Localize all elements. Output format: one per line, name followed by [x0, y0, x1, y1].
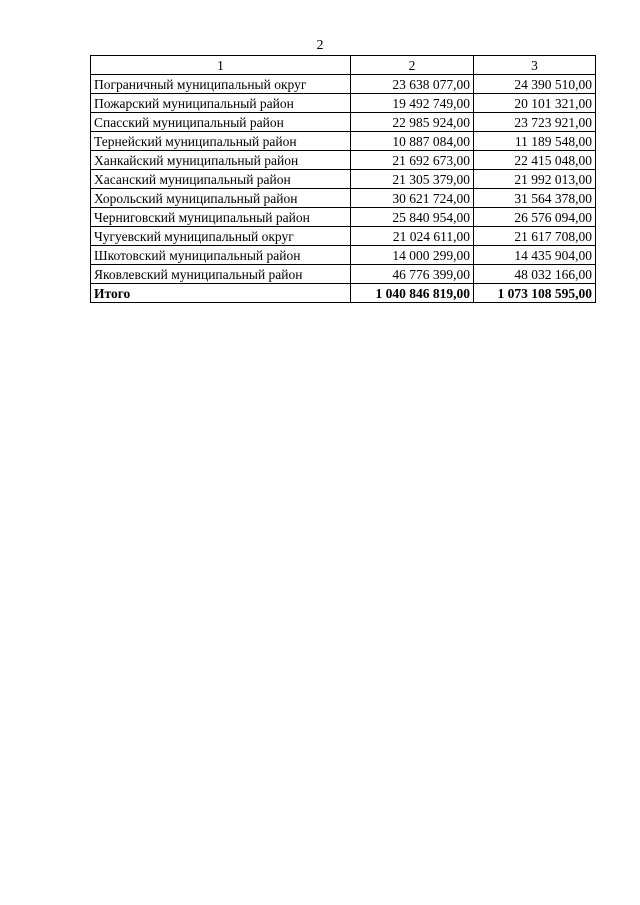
- value-col-2: 21 305 379,00: [351, 170, 474, 189]
- value-col-2: 10 887 084,00: [351, 132, 474, 151]
- value-col-3: 23 723 921,00: [474, 113, 596, 132]
- data-table: [90, 55, 596, 303]
- table-row: [91, 189, 596, 208]
- table-row: [91, 227, 596, 246]
- table-row: [91, 246, 596, 265]
- table-row: [91, 132, 596, 151]
- table-row: [91, 170, 596, 189]
- value-col-3: 26 576 094,00: [474, 208, 596, 227]
- value-col-2: 30 621 724,00: [351, 189, 474, 208]
- total-row: [91, 284, 596, 303]
- district-name: Тернейский муниципальный район: [91, 132, 351, 151]
- value-col-3: 21 617 708,00: [474, 227, 596, 246]
- district-name: Черниговский муниципальный район: [91, 208, 351, 227]
- total-label: Итого: [91, 284, 351, 303]
- page-number: 2: [316, 38, 324, 53]
- district-name: Пожарский муниципальный район: [91, 94, 351, 113]
- district-name: Яковлевский муниципальный район: [91, 265, 351, 284]
- value-col-2: 21 024 611,00: [351, 227, 474, 246]
- value-col-2: 23 638 077,00: [351, 75, 474, 94]
- table-row: [91, 94, 596, 113]
- column-header-1: 1: [91, 56, 351, 75]
- value-col-3: 24 390 510,00: [474, 75, 596, 94]
- district-name: Хорольский муниципальный район: [91, 189, 351, 208]
- value-col-2: 25 840 954,00: [351, 208, 474, 227]
- value-col-3: 48 032 166,00: [474, 265, 596, 284]
- value-col-2: 46 776 399,00: [351, 265, 474, 284]
- district-name: Хасанский муниципальный район: [91, 170, 351, 189]
- value-col-3: 11 189 548,00: [474, 132, 596, 151]
- header-row: [91, 56, 596, 75]
- district-name: Пограничный муниципальный округ: [91, 75, 351, 94]
- table-row: [91, 208, 596, 227]
- value-col-3: 21 992 013,00: [474, 170, 596, 189]
- value-col-3: 22 415 048,00: [474, 151, 596, 170]
- value-col-2: 21 692 673,00: [351, 151, 474, 170]
- value-col-3: 14 435 904,00: [474, 246, 596, 265]
- total-col-2: 1 040 846 819,00: [351, 284, 474, 303]
- district-name: Спасский муниципальный район: [91, 113, 351, 132]
- district-name: Шкотовский муниципальный район: [91, 246, 351, 265]
- district-name: Чугуевский муниципальный округ: [91, 227, 351, 246]
- value-col-2: 14 000 299,00: [351, 246, 474, 265]
- district-name: Ханкайский муниципальный район: [91, 151, 351, 170]
- value-col-2: 22 985 924,00: [351, 113, 474, 132]
- table-row: [91, 75, 596, 94]
- table-row: [91, 113, 596, 132]
- value-col-2: 19 492 749,00: [351, 94, 474, 113]
- value-col-3: 31 564 378,00: [474, 189, 596, 208]
- value-col-3: 20 101 321,00: [474, 94, 596, 113]
- table-row: [91, 265, 596, 284]
- column-header-2: 2: [351, 56, 474, 75]
- table-row: [91, 151, 596, 170]
- total-col-3: 1 073 108 595,00: [474, 284, 596, 303]
- column-header-3: 3: [474, 56, 596, 75]
